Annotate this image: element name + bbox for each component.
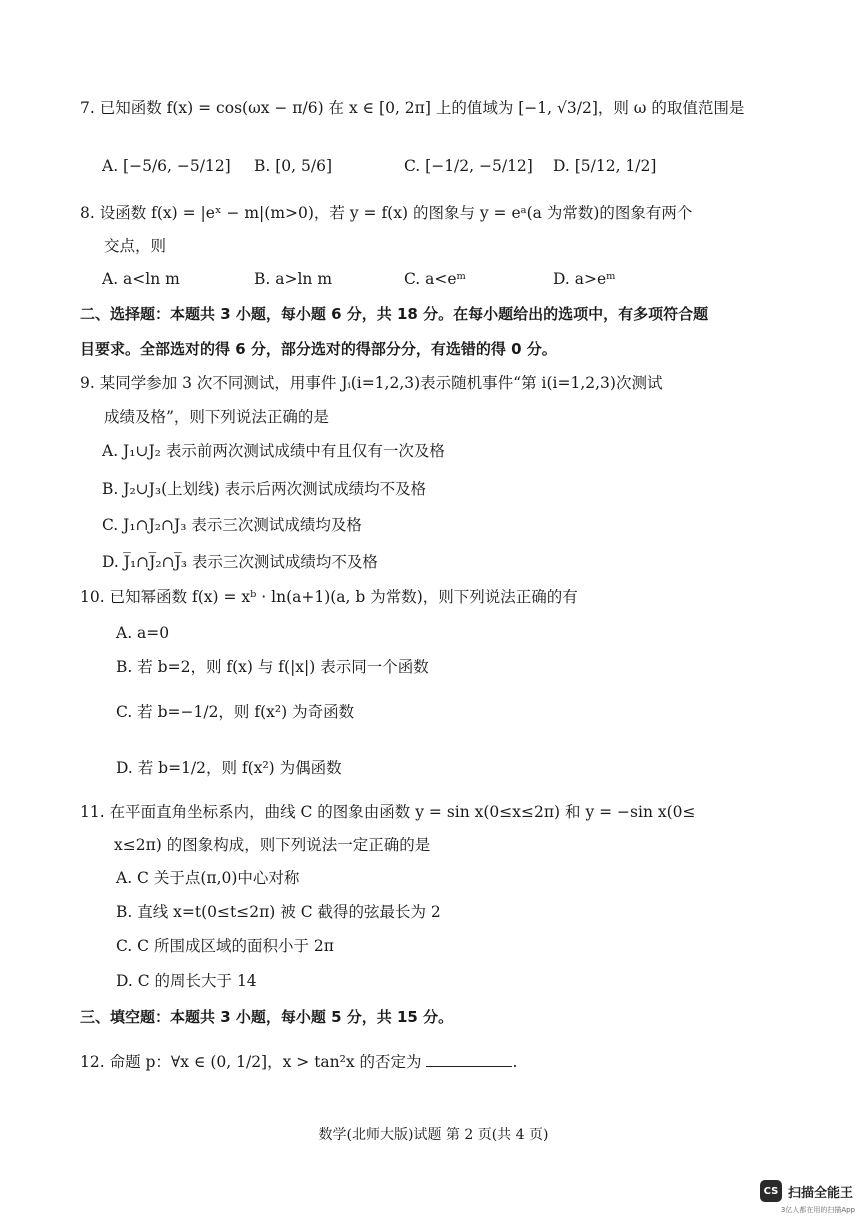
q10-option-d: D. 若 b=1/2，则 f(x²) 为偶函数 bbox=[116, 759, 342, 777]
q8-option-c: C. a<eᵐ bbox=[404, 270, 467, 288]
q9-option-a: A. J₁∪J₂ 表示前两次测试成绩中有且仅有一次及格 bbox=[102, 442, 445, 460]
section-2-heading-line1: 二、选择题：本题共 3 小题，每小题 6 分，共 18 分。在每小题给出的选项中，有多项符合题 bbox=[80, 305, 709, 323]
q9-option-c: C. J₁∩J₂∩J₃ 表示三次测试成绩均及格 bbox=[102, 516, 362, 534]
q12-line bbox=[80, 1051, 517, 1073]
watermark-name: 扫描全能王 bbox=[787, 1185, 853, 1201]
q9-option-b: B. J₂∪J₃(上划线) 表示后两次测试成绩均不及格 bbox=[102, 480, 427, 498]
q11-option-b: B. 直线 x=t(0≤t≤2π) 被 C 截得的弦最长为 2 bbox=[116, 903, 441, 921]
q8-option-b: B. a>ln m bbox=[254, 270, 333, 288]
q11-option-d: D. C 的周长大于 14 bbox=[116, 972, 257, 990]
q7-option-d: D. [5/12, 1/2] bbox=[553, 157, 657, 175]
q10-stem: 10. 已知幂函数 f(x) = xᵇ · ln(a+1)(a, b 为常数)，则下列说法正确的有 bbox=[80, 588, 578, 606]
section-2-heading-line2: 目要求。全部选对的得 6 分，部分选对的得部分分，有选错的得 0 分。 bbox=[80, 340, 557, 358]
page-footer: 数学(北师大版)试题 第 2 页(共 4 页) bbox=[318, 1127, 549, 1143]
q7-option-a: A. [−5/6, −5/12] bbox=[102, 157, 231, 175]
answer-blank bbox=[426, 1052, 512, 1067]
q7-stem: 7. 已知函数 f(x) = cos(ωx − π/6) 在 x ∈ [0, 2π] 上的值域为 [−1, √3/2]，则 ω 的取值范围是 bbox=[80, 99, 745, 117]
q10-option-c: C. 若 b=−1/2，则 f(x²) 为奇函数 bbox=[116, 703, 355, 721]
q11-option-c: C. C 所围成区域的面积小于 2π bbox=[116, 937, 334, 955]
q9-option-d: D. J̅₁∩J̅₂∩J̅₃ 表示三次测试成绩均不及格 bbox=[102, 553, 378, 571]
q11-option-a: A. C 关于点(π,0)中心对称 bbox=[116, 869, 300, 887]
scanner-watermark bbox=[760, 1180, 853, 1202]
q10-option-a: A. a=0 bbox=[116, 624, 170, 642]
q7-option-c: C. [−1/2, −5/12] bbox=[404, 157, 533, 175]
q12-end: . bbox=[512, 1053, 518, 1071]
q8-option-a: A. a<ln m bbox=[102, 270, 180, 288]
q7-option-b: B. [0, 5/6] bbox=[254, 157, 332, 175]
q12-stem: 12. 命题 p：∀x ∈ (0, 1/2]，x > tan²x 的否定为 bbox=[80, 1053, 422, 1071]
watermark-subtitle: 3亿人都在用的扫描App bbox=[780, 1206, 855, 1214]
q8-stem-line1: 8. 设函数 f(x) = |eˣ − m|(m>0)，若 y = f(x) 的图象与 y = eᵃ(a 为常数)的图象有两个 bbox=[80, 204, 693, 222]
q9-stem-line2: 成绩及格”，则下列说法正确的是 bbox=[104, 408, 329, 426]
q11-stem-line2: x≤2π) 的图象构成，则下列说法一定正确的是 bbox=[114, 836, 431, 854]
q10-option-b: B. 若 b=2，则 f(x) 与 f(|x|) 表示同一个函数 bbox=[116, 658, 429, 676]
camscanner-logo-icon: CS bbox=[760, 1180, 782, 1202]
q11-stem-line1: 11. 在平面直角坐标系内，曲线 C 的图象由函数 y = sin x(0≤x≤2π) 和 y = −sin x(0≤ bbox=[80, 803, 696, 821]
q8-stem-line2: 交点，则 bbox=[104, 237, 167, 255]
q8-option-d: D. a>eᵐ bbox=[553, 270, 616, 288]
section-3-heading: 三、填空题：本题共 3 小题，每小题 5 分，共 15 分。 bbox=[80, 1008, 454, 1026]
q9-stem-line1: 9. 某同学参加 3 次不同测试，用事件 Jᵢ(i=1,2,3)表示随机事件“第 i(i=1,2,3)次测试 bbox=[80, 374, 663, 392]
